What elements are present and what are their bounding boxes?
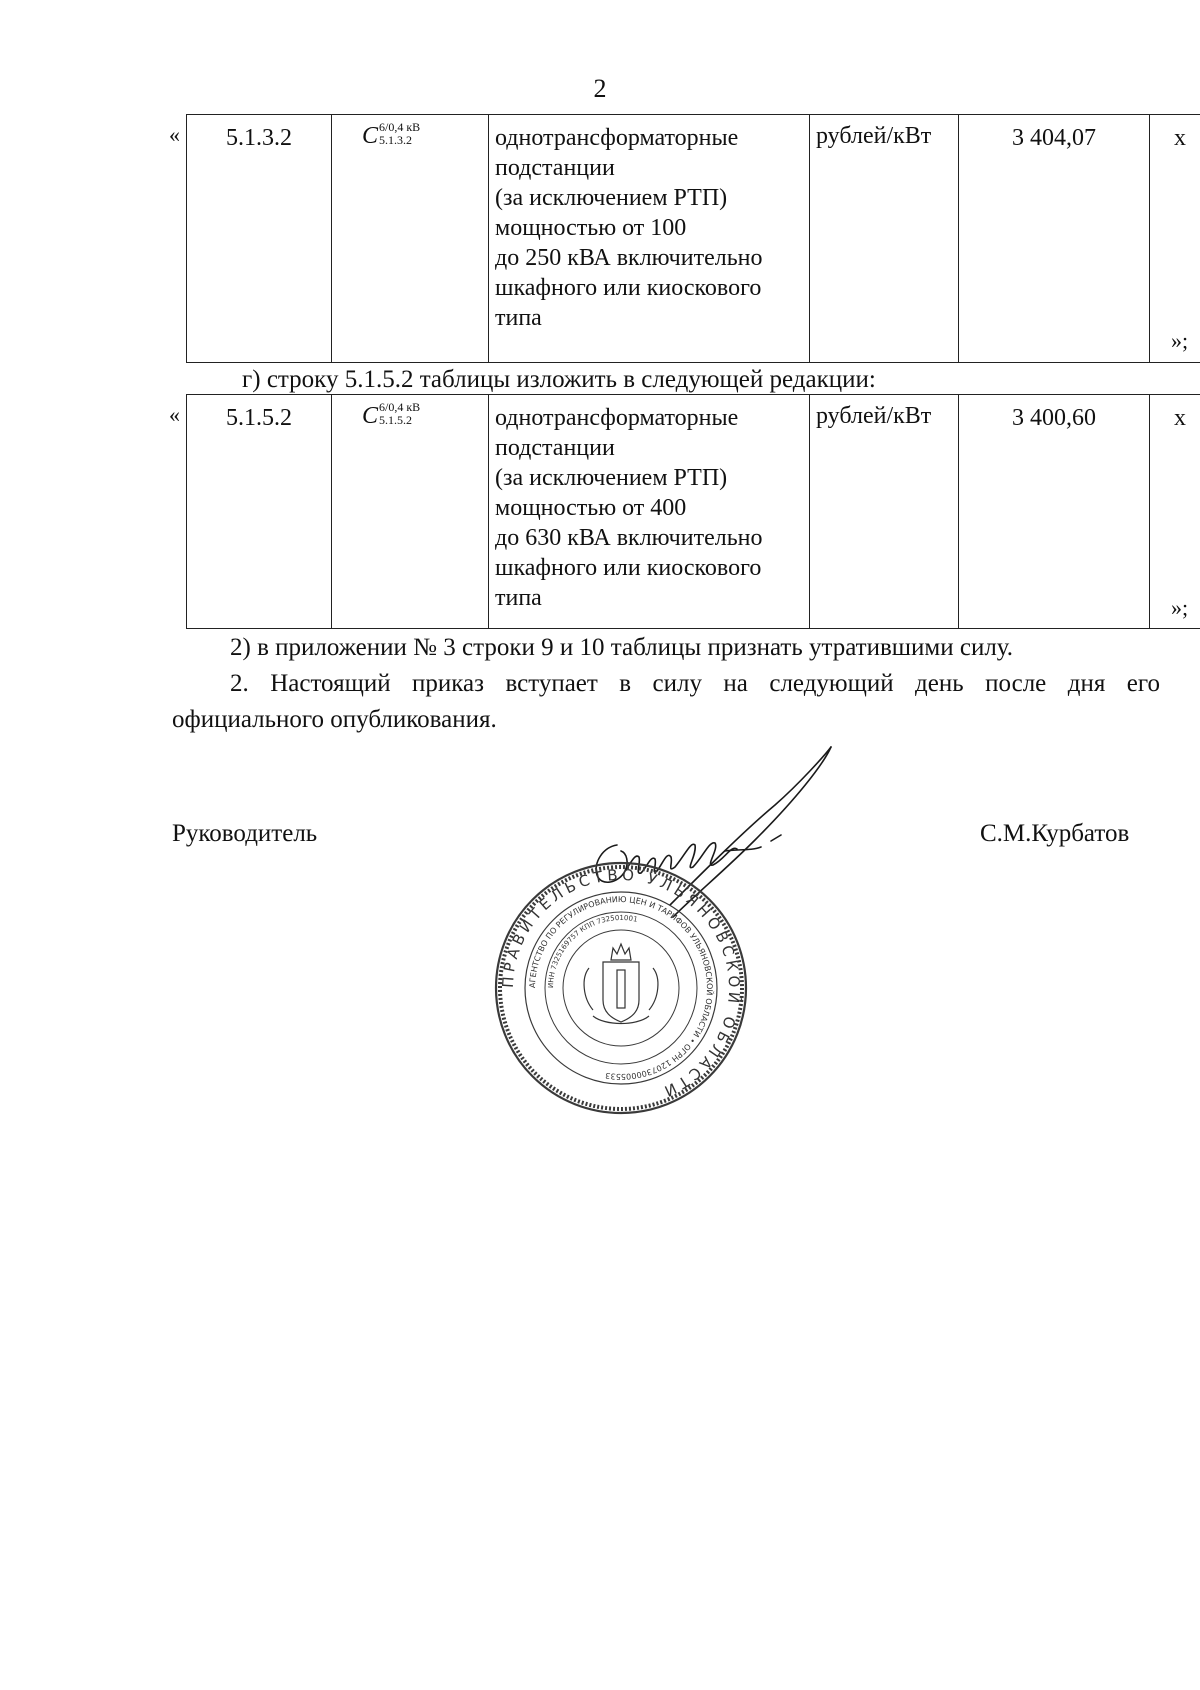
row-description: однотрансформаторные подстанции (за исключением РТП) мощностью от 400 до 630 кВА включительно шкафного или киоскового типа [489,395,810,629]
row-description: однотрансформаторные подстанции (за исключением РТП) мощностью от 100 до 250 кВА включительно шкафного или киоскового типа [489,115,810,363]
row-code: 5.1.5.2 [187,395,332,629]
svg-text:ПРАВИТЕЛЬСТВО УЛЬЯНОВСКОЙ ОБЛА: ПРАВИТЕЛЬСТВО УЛЬЯНОВСКОЙ ОБЛАСТИ [498,865,744,1102]
paragraph-final-line1: 2. Настоящий приказ вступает в силу на следующий день после дня его [230,670,1160,697]
table-row-2 [186,394,1200,629]
rate-symbol: C6/0,4 кВ 5.1.3.2 [332,115,489,363]
instruction-g: г) строку 5.1.5.2 таблицы изложить в следующей редакции: [242,366,876,393]
quote-close-2: »; [1171,595,1189,620]
row-unit: рублей/кВт [810,395,959,629]
official-stamp [493,860,749,1116]
row-unit: рублей/кВт [810,115,959,363]
paragraph-final-line2: официального опубликования. [172,706,497,733]
row-mark: х [1150,395,1200,629]
rate-symbol: C6/0,4 кВ 5.1.5.2 [332,395,489,629]
page-number: 2 [593,74,607,103]
row-value: 3 404,07 [959,115,1150,363]
coat-of-arms-icon [584,944,658,1024]
row-code: 5.1.3.2 [187,115,332,363]
svg-text:ИНН 7325169757 КПП 732501001: ИНН 7325169757 КПП 732501001 [546,913,639,989]
svg-text:АГЕНТСТВО ПО РЕГУЛИРОВАНИЮ ЦЕН: АГЕНТСТВО ПО РЕГУЛИРОВАНИЮ ЦЕН И ТАРИФОВ УЛЬЯНОВСКОЙ ОБЛАСТИ • ОГРН 1207300005533 [527,894,715,1082]
paragraph-appendix: 2) в приложении № 3 строки 9 и 10 таблицы признать утратившими силу. [230,634,1014,661]
quote-open-2: « [169,402,180,427]
table-row-1 [186,114,1200,363]
quote-open-1: « [169,122,180,147]
row-mark: х [1150,115,1200,363]
row-value: 3 400,60 [959,395,1150,629]
quote-close-1: »; [1171,328,1189,353]
signer-name: С.М.Курбатов [980,820,1130,847]
signer-title: Руководитель [172,820,318,847]
